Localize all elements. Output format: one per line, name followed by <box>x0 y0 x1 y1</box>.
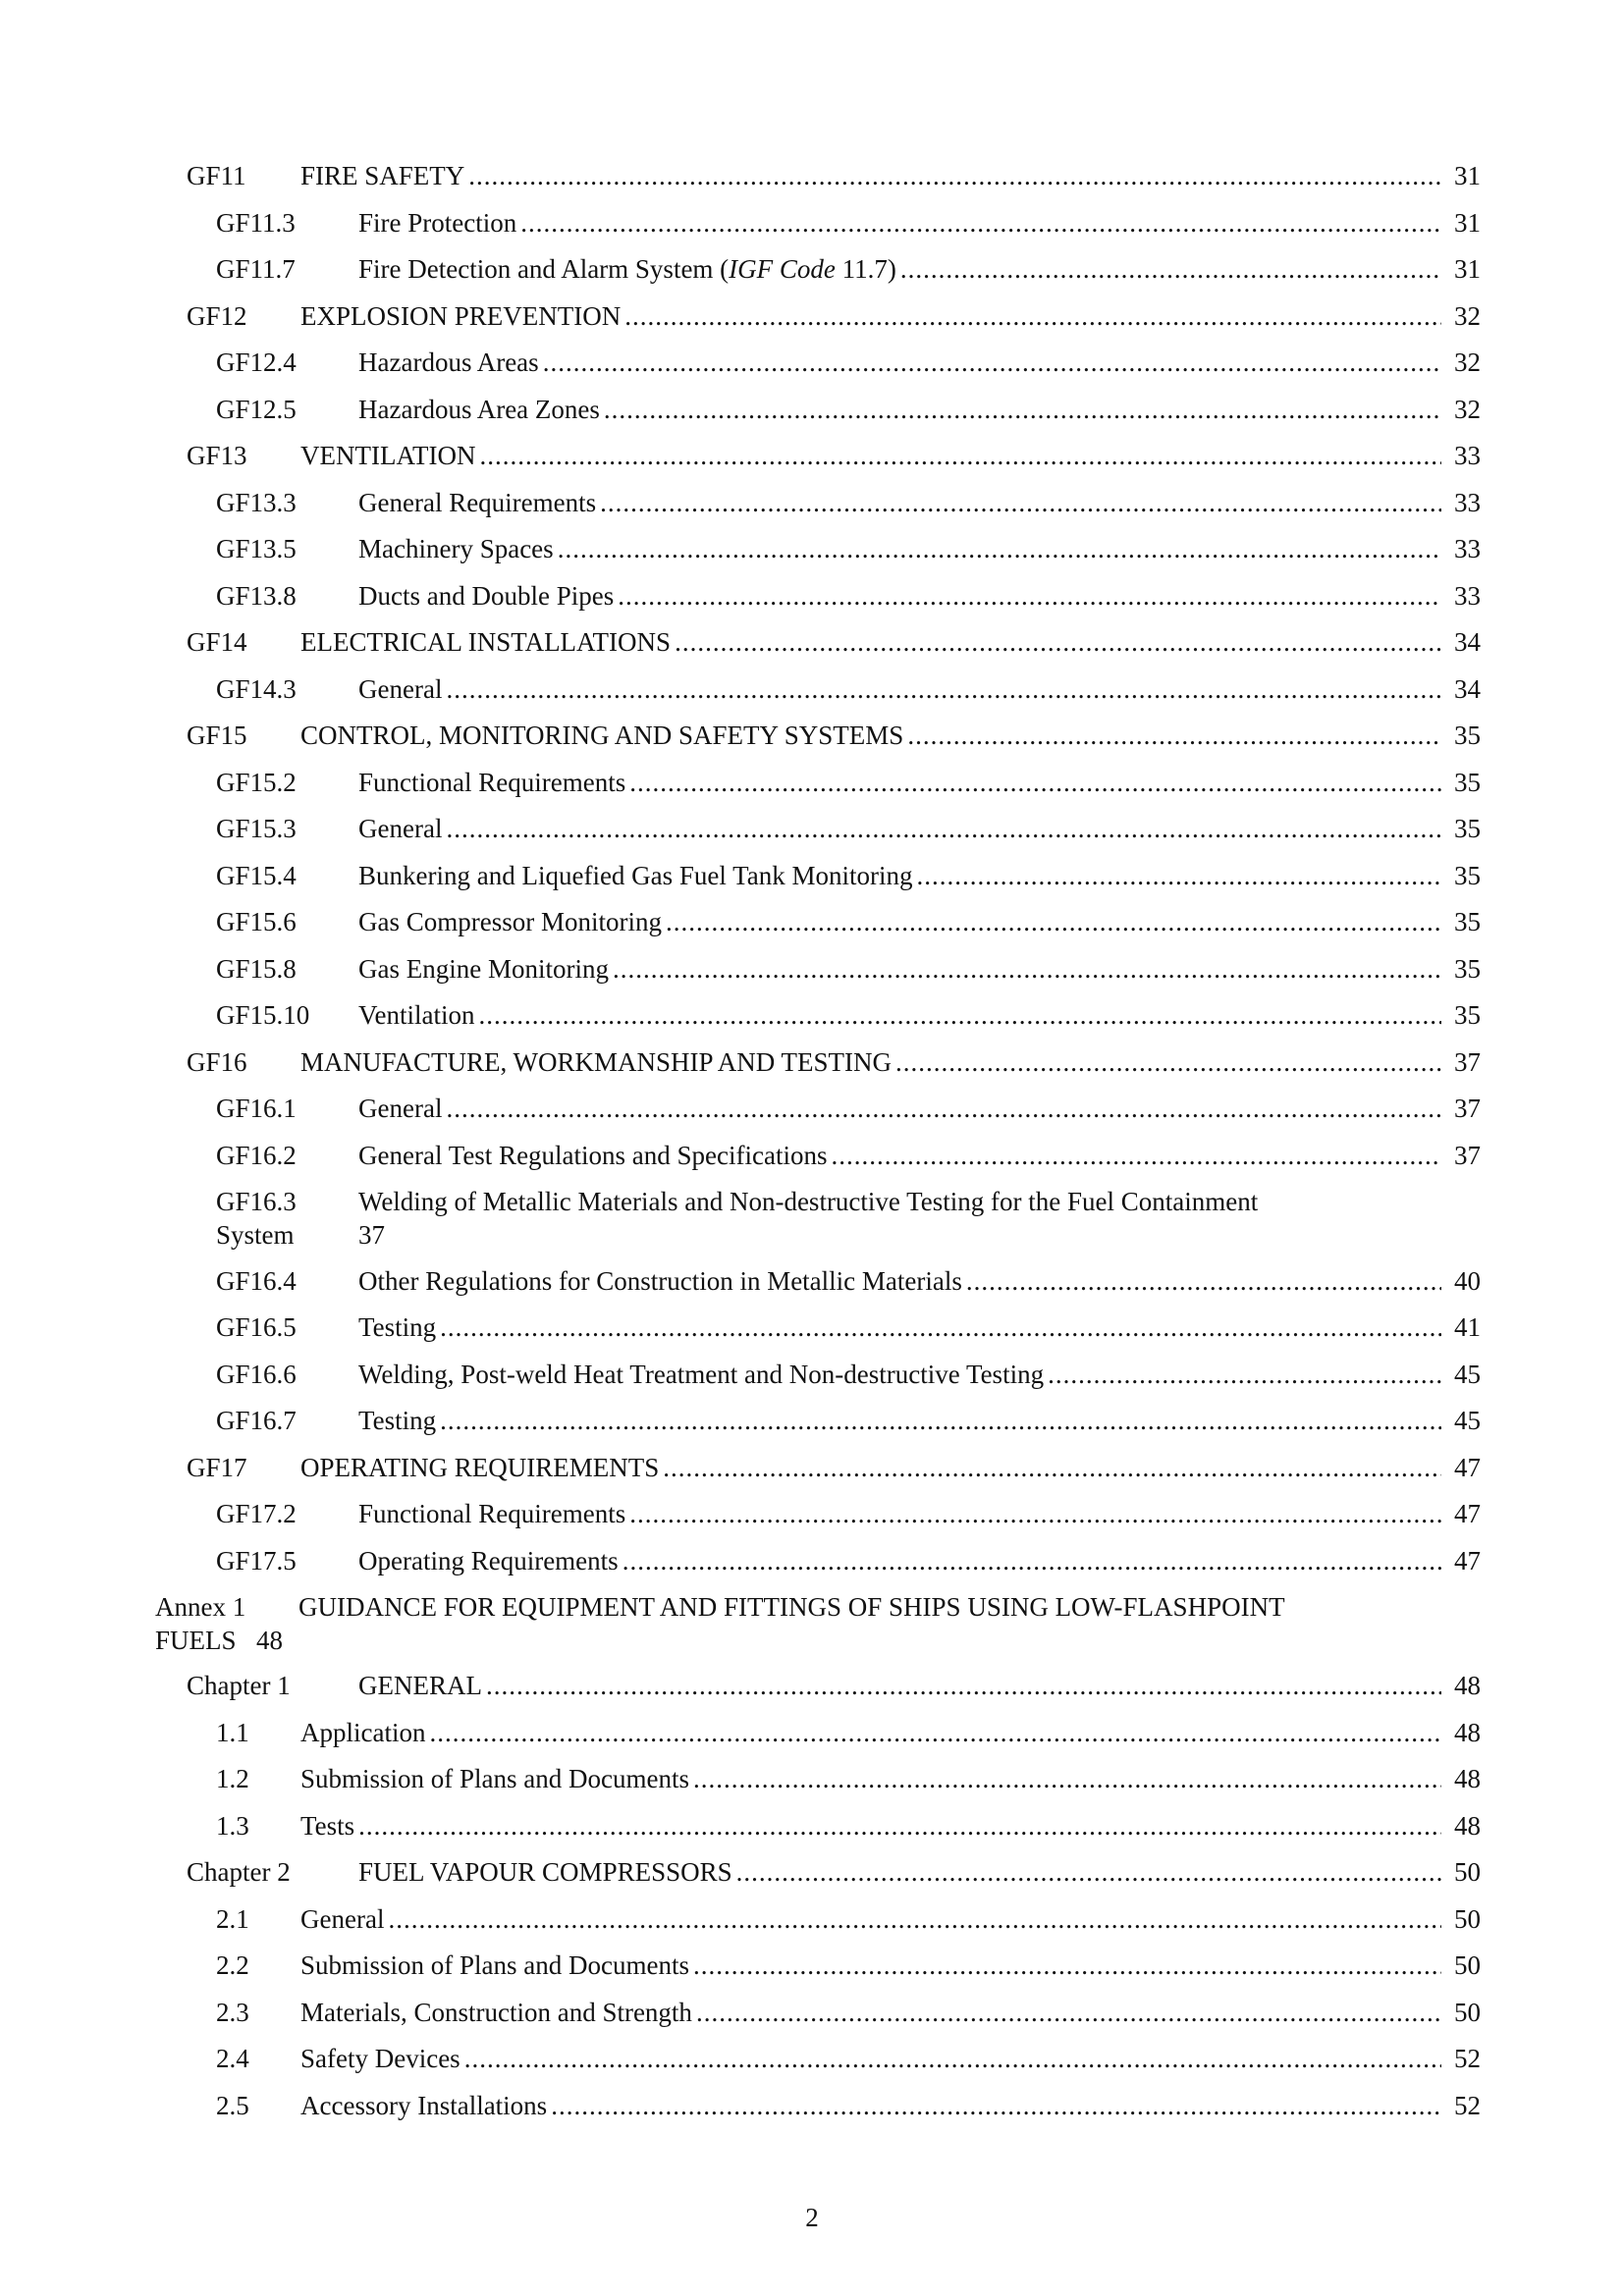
toc-leader-dots <box>558 532 1441 565</box>
toc-leader-dots <box>917 859 1441 892</box>
toc-entry-number: GF15.4 <box>216 861 297 890</box>
toc-entry-wrapped <box>216 1185 1481 1252</box>
toc-entry <box>216 1716 1481 1755</box>
toc-entry-page: 31 <box>1454 161 1481 190</box>
toc-entry-title: EXPLOSION PREVENTION <box>300 301 622 331</box>
toc-entry-number: GF12.5 <box>216 395 297 424</box>
toc-leader-dots <box>486 1669 1441 1702</box>
toc-entry-number: 2.2 <box>216 1950 249 1980</box>
toc-entry-title: Other Regulations for Construction in Metallic Materials <box>358 1266 962 1296</box>
toc-entry <box>187 299 1481 339</box>
toc-leader-dots <box>629 1497 1441 1530</box>
toc-entry <box>216 1404 1481 1443</box>
toc-leader-dots <box>1048 1358 1441 1391</box>
toc-entry-title: FUEL VAPOUR COMPRESSORS <box>358 1857 732 1887</box>
toc-entry-number: GF15.2 <box>216 768 297 797</box>
toc-entry-number-continued: FUELS <box>155 1626 237 1655</box>
toc-entry-title: Submission of Plans and Documents <box>300 1764 689 1793</box>
toc-entry-number: GF17 <box>187 1453 247 1482</box>
toc-entry-page: 52 <box>1454 2044 1481 2073</box>
toc-entry <box>216 1902 1481 1942</box>
toc-leader-dots <box>613 952 1441 986</box>
toc-entry <box>216 766 1481 805</box>
toc-entry-page: 35 <box>1454 814 1481 843</box>
toc-entry-title: CONTROL, MONITORING AND SAFETY SYSTEMS <box>300 721 904 750</box>
toc-entry-page: 50 <box>1454 1998 1481 2027</box>
toc-entry-number: GF16.1 <box>216 1094 297 1123</box>
toc-entry-number: GF12 <box>187 301 247 331</box>
toc-leader-dots <box>618 579 1441 613</box>
toc-entry-title: Bunkering and Liquefied Gas Fuel Tank Monitoring <box>358 861 913 890</box>
toc-leader-dots <box>446 812 1441 845</box>
toc-entry-page: 50 <box>1454 1857 1481 1887</box>
toc-entry-title: GUIDANCE FOR EQUIPMENT AND FITTINGS OF SHIPS USING LOW-FLASHPOINT <box>298 1592 1285 1622</box>
toc-leader-dots <box>693 1762 1441 1795</box>
toc-entry-title: Machinery Spaces <box>358 534 554 563</box>
toc-entry-page: 37 <box>1454 1094 1481 1123</box>
toc-entry-title: General Test Regulations and Specifications <box>358 1141 828 1170</box>
toc-entry-number: GF16.4 <box>216 1266 297 1296</box>
toc-entry-number: GF15.6 <box>216 907 297 936</box>
toc-entry-number: GF15.10 <box>216 1000 310 1030</box>
toc-entry-number: GF11.3 <box>216 208 296 238</box>
toc-entry-number: 2.3 <box>216 1998 249 2027</box>
toc-leader-dots <box>629 766 1441 799</box>
toc-entry-wrapped <box>155 1590 1481 1657</box>
toc-entry-page: 37 <box>1454 1047 1481 1077</box>
toc-entry <box>216 486 1481 525</box>
toc-entry-page: 33 <box>1454 534 1481 563</box>
toc-entry <box>216 812 1481 851</box>
toc-leader-dots <box>624 299 1441 333</box>
toc-entry-title: General <box>300 1904 385 1934</box>
toc-entry-number: GF13.8 <box>216 581 297 611</box>
toc-entry-number: 1.1 <box>216 1718 249 1747</box>
toc-entry-page: 48 <box>256 1626 283 1655</box>
toc-entry <box>216 1762 1481 1801</box>
toc-entry-title: General <box>358 814 443 843</box>
toc-leader-dots <box>440 1310 1441 1344</box>
toc-entry-title: Accessory Installations <box>300 2091 548 2120</box>
toc-leader-dots <box>446 1092 1441 1125</box>
toc-entry-page: 34 <box>1454 627 1481 657</box>
toc-entry <box>216 579 1481 618</box>
toc-entry-page: 37 <box>1454 1141 1481 1170</box>
toc-entry-page: 47 <box>1454 1546 1481 1575</box>
toc-entry-page: 45 <box>1454 1360 1481 1389</box>
toc-entry-page: 31 <box>1454 254 1481 284</box>
toc-entry <box>216 1996 1481 2035</box>
toc-entry-number: GF16 <box>187 1047 247 1077</box>
toc-entry <box>187 439 1481 478</box>
toc-entry <box>216 1310 1481 1350</box>
toc-entry-page: 33 <box>1454 488 1481 517</box>
toc-entry-title: OPERATING REQUIREMENTS <box>300 1453 660 1482</box>
toc-entry-title: Gas Engine Monitoring <box>358 954 609 984</box>
toc-entry <box>216 1809 1481 1848</box>
toc-entry-number: GF13.3 <box>216 488 297 517</box>
toc-entry <box>187 1855 1481 1895</box>
toc-entry-number: 1.3 <box>216 1811 249 1841</box>
toc-leader-dots <box>604 393 1441 426</box>
toc-entry-number: GF11 <box>187 161 246 190</box>
toc-entry-page: 35 <box>1454 1000 1481 1030</box>
toc-entry-title: Functional Requirements <box>358 1499 626 1528</box>
toc-entry-page: 37 <box>358 1220 385 1250</box>
toc-entry <box>216 1358 1481 1397</box>
toc-entry-title: Functional Requirements <box>358 768 626 797</box>
toc-entry-page: 50 <box>1454 1904 1481 1934</box>
toc-entry <box>216 905 1481 944</box>
toc-entry-title: Ventilation <box>358 1000 475 1030</box>
toc-entry-number: GF16.6 <box>216 1360 297 1389</box>
toc-entry-page: 33 <box>1454 581 1481 611</box>
toc-entry-title: Testing <box>358 1406 437 1435</box>
toc-entry-number: GF15 <box>187 721 247 750</box>
toc-leader-dots <box>623 1544 1441 1577</box>
toc-entry-page: 35 <box>1454 721 1481 750</box>
toc-entry-title: MANUFACTURE, WORKMANSHIP AND TESTING <box>300 1047 893 1077</box>
toc-entry-number: GF15.3 <box>216 814 297 843</box>
toc-entry <box>187 625 1481 665</box>
toc-leader-dots <box>663 1451 1441 1484</box>
toc-entry-number: GF16.5 <box>216 1312 297 1342</box>
toc-entry <box>216 2089 1481 2128</box>
toc-entry-title: VENTILATION <box>300 441 476 470</box>
toc-leader-dots <box>966 1264 1441 1298</box>
toc-entry <box>187 159 1481 198</box>
toc-entry-title: General Requirements <box>358 488 597 517</box>
toc-leader-dots <box>831 1139 1441 1172</box>
toc-entry-page: 41 <box>1454 1312 1481 1342</box>
toc-entry <box>216 1139 1481 1178</box>
toc-leader-dots <box>464 2042 1441 2075</box>
toc-leader-dots <box>693 1949 1441 1982</box>
toc-entry-page: 47 <box>1454 1453 1481 1482</box>
toc-entry-title: Ducts and Double Pipes <box>358 581 615 611</box>
toc-leader-dots <box>440 1404 1441 1437</box>
toc-entry <box>216 393 1481 432</box>
toc-entry-number: 2.4 <box>216 2044 249 2073</box>
toc-entry-page: 35 <box>1454 861 1481 890</box>
toc-entry-title: Welding, Post-weld Heat Treatment and Non-destructive Testing <box>358 1360 1045 1389</box>
toc-entry <box>216 1092 1481 1131</box>
toc-entry-title: Submission of Plans and Documents <box>300 1950 689 1980</box>
toc-leader-dots <box>907 719 1441 752</box>
toc-leader-dots <box>551 2089 1441 2122</box>
toc-entry-number: GF13 <box>187 441 247 470</box>
toc-leader-dots <box>736 1855 1441 1889</box>
toc-entry-title: Application <box>300 1718 426 1747</box>
toc-entry-title: Materials, Construction and Strength <box>300 1998 692 2027</box>
toc-leader-dots <box>666 905 1441 938</box>
toc-entry-number: GF12.4 <box>216 347 297 377</box>
toc-leader-dots <box>543 346 1441 379</box>
toc-entry-number: Chapter 1 <box>187 1671 291 1700</box>
toc-entry-title: Tests <box>300 1811 355 1841</box>
toc-entry-page: 35 <box>1454 768 1481 797</box>
toc-entry-number: GF13.5 <box>216 534 297 563</box>
toc-leader-dots <box>900 252 1441 286</box>
toc-entry-number: GF17.2 <box>216 1499 297 1528</box>
toc-entry <box>216 206 1481 245</box>
toc-entry-title: Welding of Metallic Materials and Non-destructive Testing for the Fuel Containment <box>358 1187 1259 1216</box>
toc-entry-title: Fire Protection <box>358 208 517 238</box>
toc-entry-number: GF16.2 <box>216 1141 297 1170</box>
toc-entry-page: 48 <box>1454 1811 1481 1841</box>
toc-entry <box>216 2042 1481 2081</box>
toc-entry <box>216 998 1481 1038</box>
toc-entry-number: Annex 1 <box>155 1592 246 1622</box>
toc-entry <box>216 1544 1481 1583</box>
toc-entry-title: General <box>358 1094 443 1123</box>
toc-entry <box>187 1045 1481 1085</box>
toc-leader-dots <box>696 1996 1441 2029</box>
toc-entry-page: 34 <box>1454 674 1481 704</box>
toc-entry-title: Fire Detection and Alarm System (IGF Code 11.7) <box>358 254 896 284</box>
toc-entry-page: 32 <box>1454 395 1481 424</box>
toc-entry-number: 2.5 <box>216 2091 249 2120</box>
toc-entry-page: 48 <box>1454 1671 1481 1700</box>
toc-leader-dots <box>520 206 1441 240</box>
toc-entry <box>216 532 1481 571</box>
toc-entry-number: GF14 <box>187 627 247 657</box>
toc-entry <box>216 1497 1481 1536</box>
toc-entry-page: 45 <box>1454 1406 1481 1435</box>
toc-entry-title: Testing <box>358 1312 437 1342</box>
toc-entry-title: GENERAL <box>358 1671 482 1700</box>
page-number: 2 <box>805 2203 819 2232</box>
toc-entry <box>216 952 1481 991</box>
toc-entry <box>187 1669 1481 1708</box>
toc-entry-number: GF16.3 <box>216 1187 297 1216</box>
toc-entry-page: 35 <box>1454 907 1481 936</box>
toc-entry-number: GF11.7 <box>216 254 296 284</box>
toc-entry-number: GF17.5 <box>216 1546 297 1575</box>
toc-entry <box>187 1451 1481 1490</box>
toc-entry-number-continued: System <box>216 1220 295 1250</box>
toc-entry-page: 47 <box>1454 1499 1481 1528</box>
toc-entry-number: GF16.7 <box>216 1406 297 1435</box>
toc-entry-page: 33 <box>1454 441 1481 470</box>
toc-entry <box>216 859 1481 898</box>
toc-entry-title: General <box>358 674 443 704</box>
toc-entry-title: FIRE SAFETY <box>300 161 465 190</box>
toc-entry-page: 48 <box>1454 1718 1481 1747</box>
toc-entry-page: 52 <box>1454 2091 1481 2120</box>
toc-entry-number: GF15.8 <box>216 954 297 984</box>
toc-entry-page: 50 <box>1454 1950 1481 1980</box>
toc-leader-dots <box>429 1716 1441 1749</box>
toc-entry-page: 32 <box>1454 301 1481 331</box>
toc-entry-title: Hazardous Areas <box>358 347 539 377</box>
toc-entry-number: 1.2 <box>216 1764 249 1793</box>
toc-entry-page: 35 <box>1454 954 1481 984</box>
toc-entry-title: Safety Devices <box>300 2044 460 2073</box>
toc-entry-number: Chapter 2 <box>187 1857 291 1887</box>
toc-entry-page: 40 <box>1454 1266 1481 1296</box>
toc-leader-dots <box>358 1809 1441 1842</box>
toc-leader-dots <box>468 159 1441 192</box>
toc-entry-page: 48 <box>1454 1764 1481 1793</box>
toc-entry-title: ELECTRICAL INSTALLATIONS <box>300 627 672 657</box>
toc-entry-page: 32 <box>1454 347 1481 377</box>
toc-leader-dots <box>895 1045 1441 1079</box>
toc-leader-dots <box>600 486 1441 519</box>
toc-entry-page: 31 <box>1454 208 1481 238</box>
toc-entry-title: Gas Compressor Monitoring <box>358 907 662 936</box>
toc-leader-dots <box>479 439 1441 472</box>
toc-entry <box>216 346 1481 385</box>
toc-entry-title: Hazardous Area Zones <box>358 395 600 424</box>
toc-entry-title: Operating Requirements <box>358 1546 619 1575</box>
toc-entry <box>216 1264 1481 1304</box>
toc-entry-number: 2.1 <box>216 1904 249 1934</box>
toc-entry <box>216 672 1481 712</box>
toc-leader-dots <box>388 1902 1441 1936</box>
toc-leader-dots <box>446 672 1441 706</box>
toc-entry-number: GF14.3 <box>216 674 297 704</box>
toc-leader-dots <box>478 998 1441 1032</box>
toc-entry <box>216 1949 1481 1988</box>
toc-entry <box>187 719 1481 758</box>
toc-entry <box>216 252 1481 292</box>
toc-leader-dots <box>675 625 1441 659</box>
